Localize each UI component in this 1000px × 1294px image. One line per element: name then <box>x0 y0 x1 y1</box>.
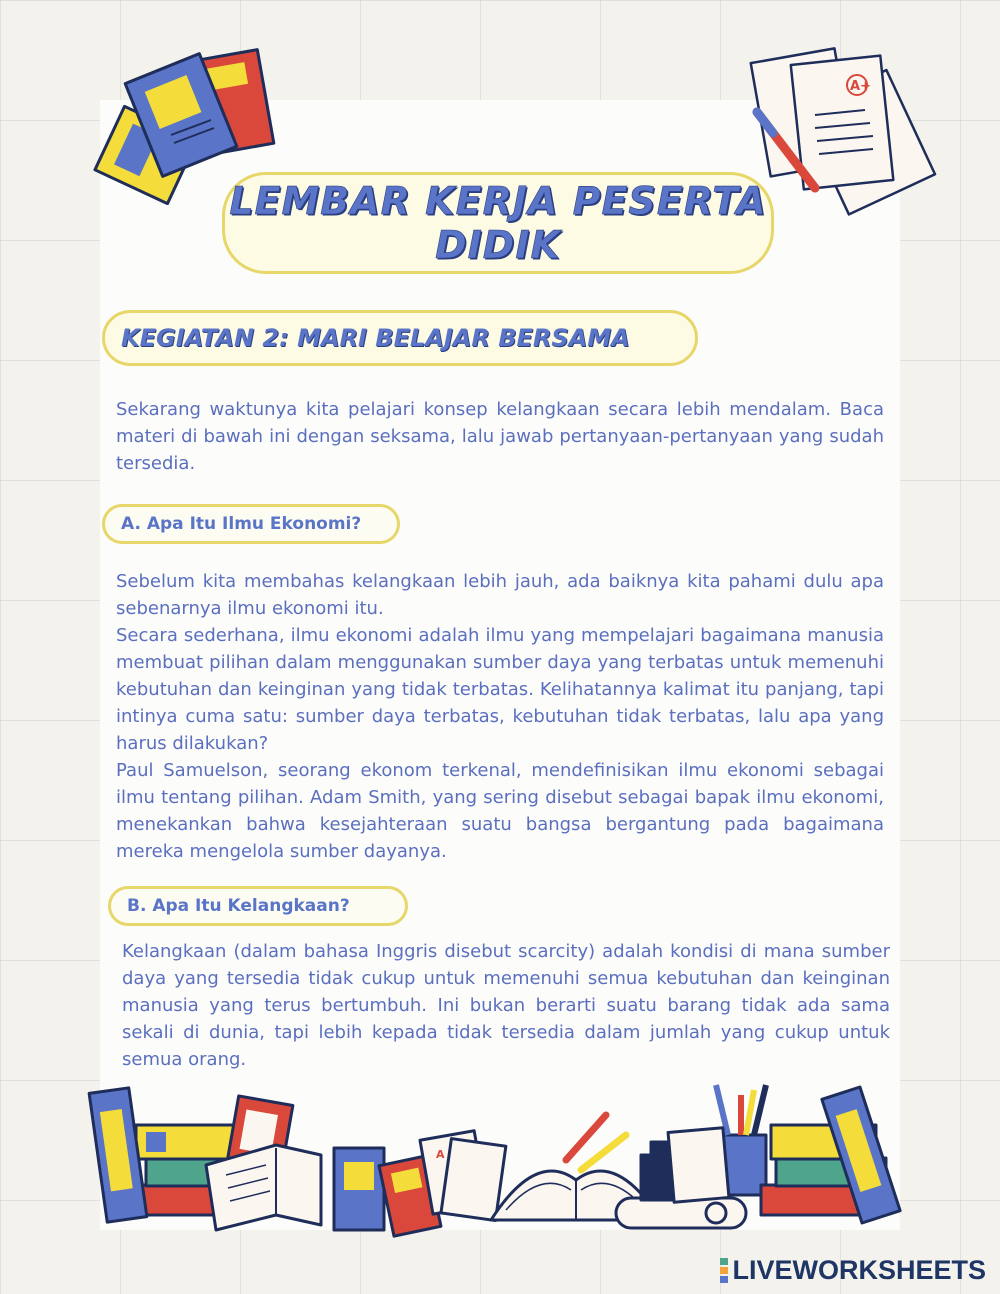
page-title-line-2: DIDIK <box>435 223 561 267</box>
papers-grade-icon <box>745 40 940 220</box>
section-b-paragraph-1: Kelangkaan (dalam bahasa Inggris disebut scarcity) adalah kondisi di mana sumber daya yang tersedia tidak cukup untuk memenuhi semua kebutuhan dan keinginan manusia yang terus bertumbuh. Ini bukan berarti suatu barang tidak ada sama sekali di dunia, tapi lebih kepada tidak tersedia dalam jumlah yang cukup untuk semua orang. <box>122 941 890 1070</box>
books-bottom-illustration-icon <box>86 1080 926 1240</box>
section-a-paragraph-3: Paul Samuelson, seorang ekonom terkenal, mendefinisikan ilmu ekonomi sebagai ilmu tentang pilihan. Adam Smith, yang sering disebut sebagai bapak ilmu ekonomi, menekankan bahwa kesejahteraan suatu bangsa bergantung pada bagaimana mereka mengelola sumber dayanya. <box>116 760 884 862</box>
section-b-heading: B. Apa Itu Kelangkaan? <box>108 886 408 926</box>
intro-paragraph: Sekarang waktunya kita pelajari konsep kelangkaan secara lebih mendalam. Baca materi di bawah ini dengan seksama, lalu jawab pertanyaan-pertanyaan yang sudah tersedia. <box>116 399 884 474</box>
activity-banner <box>102 310 698 366</box>
liveworksheets-logo <box>720 1255 986 1286</box>
section-a-paragraph-1: Sebelum kita membahas kelangkaan lebih jauh, ada baiknya kita pahami dulu apa sebenarnya ilmu ekonomi itu. <box>116 571 884 619</box>
brand-logo-icon <box>720 1257 728 1284</box>
page-title-line-1: LEMBAR KERJA PESERTA <box>229 179 767 223</box>
brand-name: LIVEWORKSHEETS <box>732 1255 986 1285</box>
title-banner <box>222 172 774 274</box>
section-a-paragraph-2: Secara sederhana, ilmu ekonomi adalah ilmu yang mempelajari bagaimana manusia membuat pilihan dalam menggunakan sumber daya yang terbatas untuk memenuhi kebutuhan dan keinginan yang tidak terbatas. Kelihatannya kalimat itu panjang, tapi intinya cuma satu: sumber daya terbatas, kebutuhan tidak terbatas, lalu apa yang harus dilakukan? <box>116 625 884 754</box>
grade-mark: A+ <box>850 79 871 94</box>
activity-title: KEGIATAN 2: MARI BELAJAR BERSAMA <box>121 324 630 352</box>
page-title <box>229 179 766 267</box>
paper-grade-mark: A <box>436 1148 445 1161</box>
section-a-heading: A. Apa Itu Ilmu Ekonomi? <box>102 504 400 544</box>
